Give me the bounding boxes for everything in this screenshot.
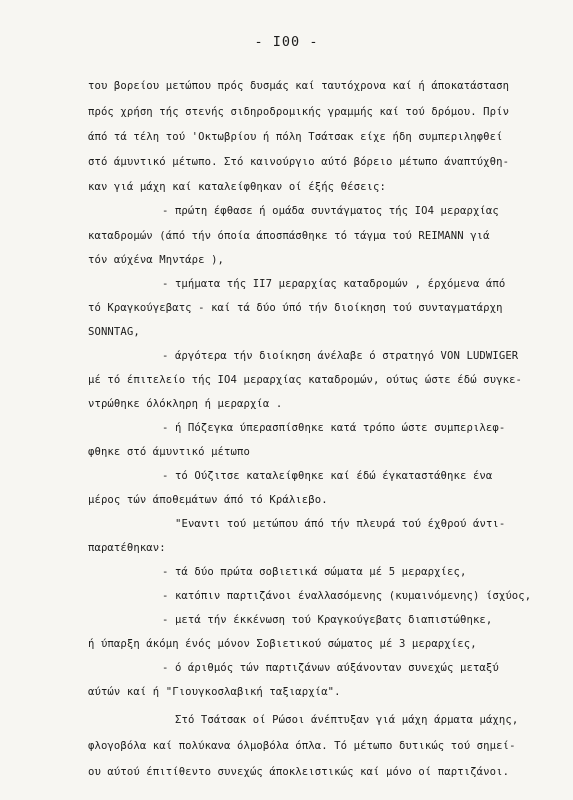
text-line: του βορείου μετώπου πρός δυσμάς καί ταυτόχρονα καί ή άποκατάσταση [88,80,510,92]
list-item: - τό Ούζιτσε καταλείφθηκε καί έδώ έγκαταστάθηκε ένα [162,470,493,482]
paragraph-start: "Εναντι τού μετώπου άπό τήν πλευρά τού έχθρού άντι- [175,518,506,530]
text-line: αύτών καί ή "Γιουγκοσλαβική ταξιαρχία". [88,686,341,698]
list-item: - τά δύο πρώτα σοβιετικά σώματα μέ 5 μεραρχίες, [162,566,467,578]
text-line: μέρος τών άποθεμάτων άπό τό Κράλιεβο. [88,494,328,506]
list-item: - μετά τήν έκκένωση τού Κραγκούγεβατς διαπιστώθηκε, [162,614,493,626]
text-line: ντρώθηκε όλόκληρη ή μεραρχία . [88,398,283,410]
text-line: τόν αύχένα Μηντάρε ), [88,254,225,266]
page-number: - I00 - [254,34,319,50]
text-line: παρατέθηκαν: [88,542,166,554]
list-item: - κατόπιν παρτιζάνοι έναλλασόμενης (κυμαινόμενης) ίσχύος, [162,590,532,602]
text-line: καταδρομών (άπό τήν όποία άποσπάσθηκε τό τάγμα τού REIMANN γιά [88,230,490,242]
list-item: - ή Πόζεγκα ύπερασπίσθηκε κατά τρόπο ώστε συμπεριλεφ- [162,422,506,434]
text-line: στό άμυντικό μέτωπο. Στό καινούργιο αύτό βόρειο μέτωπο άναπτύχθη- [88,156,510,168]
list-item: - τμήματα τής II7 μεραρχίας καταδρομών , έρχόμενα άπό [162,278,506,290]
text-line: φλογοβόλα καί πολύκανα όλμοβόλα όπλα. Τό μέτωπο δυτικώς τού σημεί- [88,740,516,752]
text-line: καν γιά μάχη καί καταλείφθηκαν οί έξής θέσεις: [88,181,386,193]
paragraph-start: Στό Τσάτσακ οί Ρώσοι άνέπτυξαν γιά μάχη άρματα μάχης, [175,714,519,726]
text-line: ου αύτού έπιτίθεντο συνεχώς άποκλειστικώς καί μόνο οί παρτιζάνοι. [88,766,510,778]
list-item: - ό άριθμός τών παρτιζάνων αύξάνονταν συνεχώς μεταξύ [162,662,499,674]
text-line: μέ τό έπιτελείο τής IO4 μεραρχίας καταδρομών, ούτως ώστε έδώ συγκε- [88,374,523,386]
list-item: - άργότερα τήν διοίκηση άνέλαβε ό στρατηγό VON LUDWIGER [162,350,519,362]
text-line: ή ύπαρξη άκόμη ένός μόνον Σοβιετικού σώματος μέ 3 μεραρχίες, [88,638,477,650]
text-line: τό Κραγκούγεβατς - καί τά δύο ύπό τήν διοίκηση τού συνταγματάρχη [88,302,503,314]
text-line: πρός χρήση τής στενής σιδηροδρομικής γραμμής καί τού δρόμου. Πρίν [88,106,510,118]
text-line: άπό τά τέλη τού 'Οκτωβρίου ή πόλη Τσάτσακ είχε ήδη συμπεριληφθεί [88,131,503,143]
list-item: - πρώτη έφθασε ή ομάδα συντάγματος τής IO4 μεραρχίας [162,205,499,217]
text-line: φθηκε στό άμυντικό μέτωπο [88,446,250,458]
text-line: SONNTAG, [88,326,140,338]
